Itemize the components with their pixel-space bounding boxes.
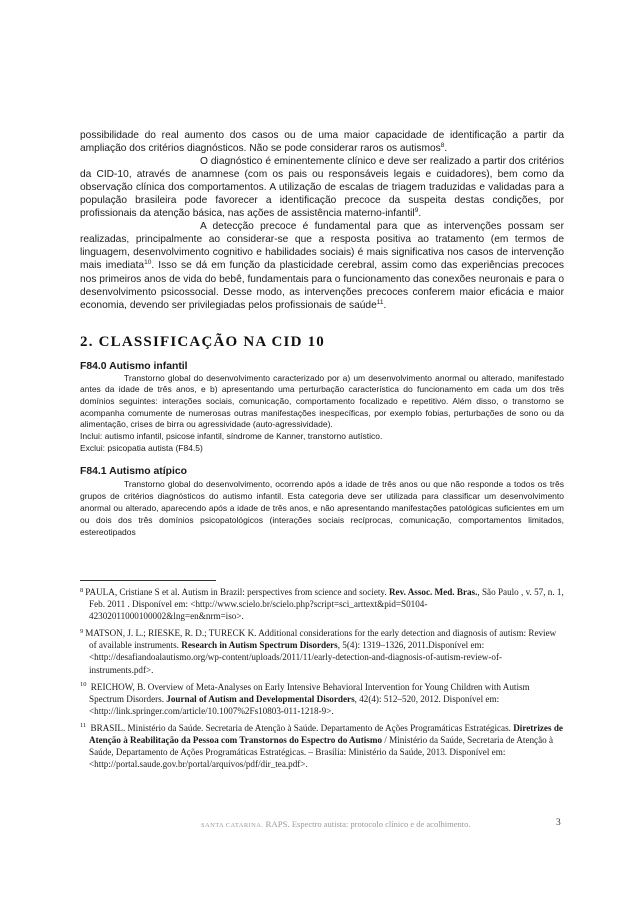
footnote-ref-11[interactable]: 11: [376, 298, 384, 306]
page-footer: [0, 818, 638, 832]
footnote-separator: [80, 580, 216, 581]
footnote-11: $^{11}$ BRASIL. Ministério da Saúde. Secretaria de Atenção à Saúde. Departamento de Ações Programáticas Estratégicas. Diretrizes de Atenção à Reabilitação da Pessoa com Transtornos do Espectro do Autismo / Ministério da Saúde, Secretaria de Atenção à Saúde, Departamento de Ações Programáticas Estratégicas. – Brasília: Ministério da Saúde, 2013. Disponível em: <http://portal.saude.gov.br/portal/arquivos/pdf/dir_tea.pdf>.: [80, 722, 563, 770]
f840-title: F84.0 Autismo infantil: [80, 360, 188, 372]
f841-block: [80, 466, 564, 538]
f840-excludes: Exclui: psicopatia autista (F84.5): [80, 442, 203, 453]
paragraph-2: O diagnóstico é eminentemente clínico e deve ser realizado a partir dos critérios da CID-10, através de anamnese (com os pais ou responsáveis legais e cuidadores), bem como da observação clínica dos comportamentos. A utilização de escalas de triagem traduzidas e validadas para a população brasileira pode favorecer a identificação precoce da suspeita destas condições, por profissionais da atenção básica, nas ações de assistência materno-infantil$^9$.: [80, 156, 564, 220]
f841-title: F84.1 Autismo atípico: [80, 465, 188, 477]
main-content: [80, 129, 564, 538]
footnote-8: $^8$ PAULA, Cristiane S et al. Autism in Brazil: perspectives from science and society. Rev. Assoc. Med. Bras., São Paulo , v. 57, n. 1, Feb. 2011 . Disponível em: <http://www.scielo.br/scielo.php?script=sci_arttext&pid=S0104-42302011000100002&lng=en&nrm=iso>.: [80, 586, 564, 622]
footnote-ref-8[interactable]: 8: [440, 142, 445, 150]
paragraph-3: A detecção precoce é fundamental para que as intervenções possam ser realizadas, principalmente ao considerar-se que a resposta positiva ao tratamento (em termos de linguagem, desenvolvimento cognitivo e habilidades sociais) é mais significativa nos casos de intervenção mais imediata$^{10}$. Isso se dá em função da plasticidade cerebral, assim como das experiências precoces nos primeiros anos de vida do bebê, fundamentais para o funcionamento das conexões neuronais e para o desenvolvimento psicossocial. Desse modo, as intervenções precoces conferem maior eficácia e maior economia, devendo ser privilegiadas pelos profissionais de saúde$^{11}$.: [80, 221, 564, 311]
paragraph-1: possibilidade do real aumento dos casos ou de uma maior capacidade de identificação a partir da ampliação dos critérios diagnósticos. Não se pode considerar raros os autismos$^8$.: [80, 130, 564, 155]
f840-includes: Inclui: autismo infantil, psicose infantil, síndrome de Kanner, transtorno autístico.: [80, 431, 383, 442]
page-number: 3: [556, 818, 561, 828]
section-heading: 2. CLASSIFICAÇÃO NA CID 10: [80, 333, 325, 350]
f841-body: [80, 478, 564, 538]
f840-body: [80, 373, 564, 455]
f840-description: Transtorno global do desenvolvimento caracterizado por a) um desenvolvimento anormal ou alterado, manifestado antes da idade de três anos, e b) apresentando uma perturbação característica do funcionamento em cada um dos três domínios seguintes: interações sociais, comunicação, comportamento focalizado e repetitivo. Além disso, o transtorno se acompanha comumente de numerosas outras manifestações inespecíficas, por exemplo fobias, perturbações de sono ou da alimentação, crises de birra ou agressividade (auto-agressividade).: [80, 372, 564, 430]
footer-label: SANTA CATARINA. RAPS. Espectro autista: protocolo clínico e de acolhimento.: [201, 819, 471, 829]
f840-block: [80, 361, 564, 455]
f841-description: Transtorno global do desenvolvimento, ocorrendo após a idade de três anos ou que não responde a todos os três grupos de critérios diagnósticos do autismo infantil. Esta categoria deve ser utilizada para classificar um desenvolvimento anormal ou alterado, aparecendo após a idade de três anos, e não apresentando manifestações patológicas suficientes em um ou dois dos três domínios psicopatológicos (interações sociais recíprocas, comunicação, comportamentos limitados, estereotipados: [80, 478, 564, 537]
footnote-ref-9[interactable]: 9: [414, 207, 419, 215]
footnote-ref-10[interactable]: 10: [144, 259, 152, 267]
footnote-9: $^9$ MATSON, J. L.; RIESKE, R. D.; TURECK K. Additional considerations for the early detection and diagnosis of autism: Review of available instruments. Research in Autism Spectrum Disorders, 5(4): 1319–1326, 2011.Disponível em: <http://desafiandoalautismo.org/wp-content/uploads/2011/11/early-detection-and-diagnosis-of-autism-review-of-instruments.pdf>.: [80, 627, 557, 675]
footnotes: [80, 586, 564, 775]
footnote-10: $^{10}$ REICHOW, B. Overview of Meta-Analyses on Early Intensive Behavioral Intervention for Young Children with Autism Spectrum Disorders. Journal of Autism and Developmental Disorders, 42(4): 512–520, 2012. Disponível em: <http://link.springer.com/article/10.1007%2Fs10803-011-1218-9>.: [80, 681, 530, 716]
